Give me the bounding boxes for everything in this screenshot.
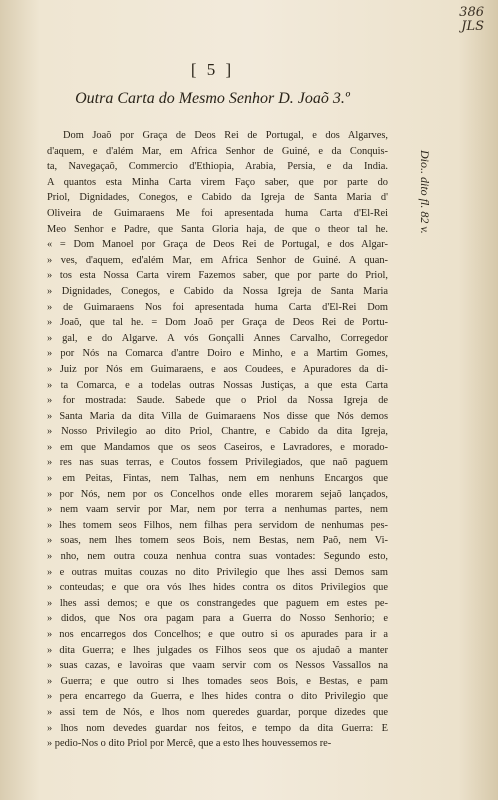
folio-number: 386 <box>459 5 484 20</box>
text-line: » Joaõ, que tal he. = Dom Joaõ per Graça de Deos Rei de Portu- <box>47 317 388 329</box>
text-line: » for mostrada: Saude. Sabede que o Priol da Nossa Igreja de <box>47 395 388 407</box>
text-line: » pedio-Nos o dito Priol por Mercê, que a esto lhes houvessemos re- <box>47 738 332 750</box>
text-line: » conteudas; e que ora vós lhes hides contra os ditos Privilegios que <box>47 582 388 594</box>
page-number: [ 5 ] <box>190 60 235 79</box>
text-line: » soas, nem lhes tomem seos Bois, nem Bestas, nem Paõ, nem Vi- <box>47 535 388 547</box>
text-line: Oliveira de Guimaraens Me foi apresentada huma Carta d'El-Rei <box>47 207 388 219</box>
text-line: » Guerra; e que outro si lhes tomades seos Bois, e Bestas, e pam <box>47 675 388 687</box>
text-line: » gal, e do Algarve. A vós Gonçalli Annes Carvalho, Corregedor <box>47 332 388 344</box>
page-title: Outra Carta do Mesmo Senhor D. Joaõ 3.º <box>75 90 350 107</box>
text-line: » Juiz por Nós em Guimaraens, e aos Coudees, e Apuradores da di- <box>47 363 388 375</box>
text-line: » pera encarrego da Guerra, e lhes hides contra o dito Privilegio que <box>47 691 388 703</box>
text-line: ta, Navegaçaõ, Commercio d'Ethiopia, Arabia, Persia, e da India. <box>47 161 388 173</box>
text-line: » e outras muitas couzas no dito Privilegio que lhes assi Demos sam <box>47 566 388 578</box>
text-line: » por Nós, nem por os Concelhos onde elles morarem sejaõ lançados, <box>47 488 388 500</box>
text-line: Priol, Dignidades, Conegos, e Cabido da Igreja de Santa Maria d' <box>47 192 388 204</box>
body-text <box>47 128 388 752</box>
text-line: » lhes assi demos; e que os constrangedes que paguem em estes pe- <box>47 597 388 609</box>
text-line: » assi tem de Nós, e lhos nom queredes guardar, porque dizedes que <box>47 706 388 718</box>
text-line: » didos, que Nos ora pagam para a Guerra do Nosso Senhorio; e <box>47 613 388 625</box>
text-line: » suas cazas, e lavoiras que vaam servir com os Nessos Vassallos na <box>47 660 388 672</box>
handwritten-folio <box>459 6 484 34</box>
text-line: » Santa Maria da dita Villa de Guimaraens Nos disse que Nós demos <box>47 410 388 422</box>
text-line: » em que Mandamos que os seos Caseiros, e Lavradores, e morado- <box>47 441 388 453</box>
text-line: » nos encarregos dos Concelhos; e que outro si os apurades para ir a <box>47 629 388 640</box>
text-line: » res nas suas terras, e Coutos fossem Privilegiados, que naõ paguem <box>47 457 388 469</box>
margin-note-text: Dio.. dito fl. 82 v. <box>418 150 432 234</box>
text-line: » de Guimaraens Nos foi apresentada huma Carta d'El-Rei Dom <box>47 301 388 313</box>
folio-mark: JLS <box>461 19 484 34</box>
text-line: » dita Guerra; e lhes julgades os Filhos seos que os ajudaõ a manter <box>47 644 388 656</box>
text-line: Dom Joaõ por Graça de Deos Rei de Portugal, e dos Algarves, <box>63 130 388 141</box>
text-line: » em Peitas, Fintas, nem Talhas, nem em nenhuns Encargos que <box>47 473 388 485</box>
margin-note <box>418 150 438 380</box>
text-line: Meo Senhor e Padre, que Santa Gloria haja, de que o theor tal he. <box>47 223 388 235</box>
text-line: » Nosso Privilegio ao dito Priol, Chantre, e Cabido da dita Igreja, <box>47 426 388 438</box>
text-line: d'aquem, e d'além Mar, em Africa Senhor de Guiné, e da Conquis- <box>47 145 388 157</box>
text-line: » ta Comarca, e a todelas outras Nossas Justiças, a que esta Carta <box>47 379 388 391</box>
text-line: » lhos nom devedes guardar nos feitos, e tempo da dita Guerra: E <box>47 722 388 734</box>
text-line: » tos esta Nossa Carta virem Fazemos saber, que por parte do Priol, <box>47 270 388 282</box>
text-line: A quantos esta Minha Carta virem Faço saber, que por parte do <box>47 176 388 188</box>
text-line: » nho, nem outra couza nenhua contra suas vontades: Segundo esto, <box>47 551 388 563</box>
text-line: « = Dom Manoel por Graça de Deos Rei de Portugal, e dos Algar- <box>47 239 388 251</box>
text-line: » nem vaam servir por Mar, nem por terra a nenhumas partes, nem <box>47 504 388 516</box>
text-line: » lhes tomem seos Filhos, nem filhas pera servidom de nenhumas pes- <box>47 519 388 531</box>
text-line: » por Nós na Comarca d'antre Doiro e Minho, e a Martim Gomes, <box>47 348 388 360</box>
text-line: » Dignidades, Conegos, e Cabido da Nossa Igreja de Santa Maria <box>47 285 388 297</box>
text-line: » ves, d'aquem, ed'além Mar, em Africa Senhor de Guiné. A quan- <box>47 254 388 266</box>
